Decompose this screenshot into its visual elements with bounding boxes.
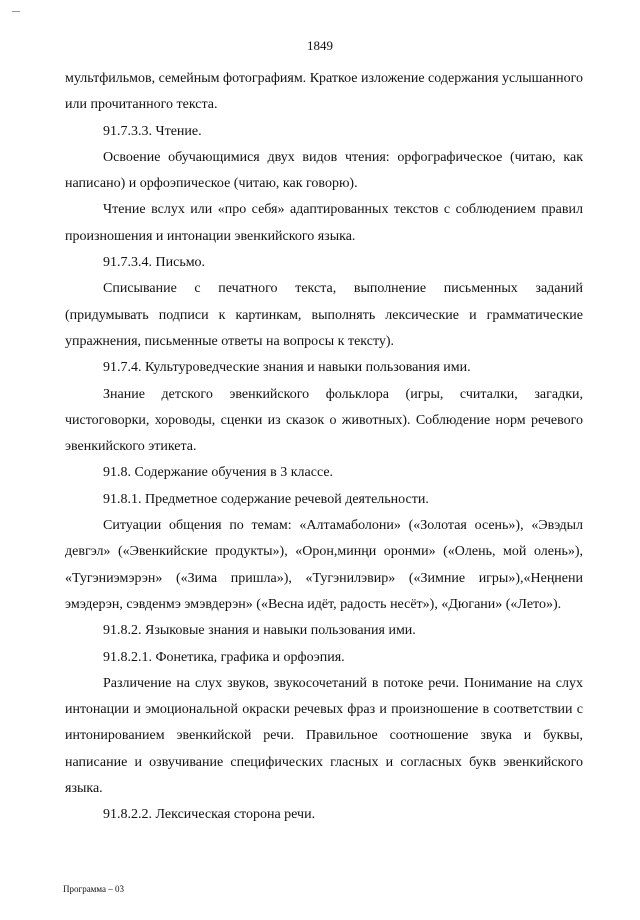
- page-number: 1849: [307, 38, 333, 53]
- paragraph: Ситуации общения по темам: «Алтамаболони» («Золотая осень»), «Эвэдыл девгэл» («Эвенкийские продукты»), «Орон,минңи оронми» («Олень, мой олень»), «Тугэниэмэрэн» («Зима пришла»), «Тугэнилэвир» («Зимние игры»),«Неңнени эмэдерэн, сэвденмэ эмэвдерэн» («Весна идёт, радость несёт»), «Дюгани» («Лето»).: [65, 518, 583, 612]
- paragraph: 91.7.4. Культуроведческие знания и навыки пользования ими.: [103, 360, 471, 376]
- document-body: [65, 66, 583, 829]
- paragraph: 91.8.2.1. Фонетика, графика и орфоэпия.: [103, 649, 345, 665]
- paragraph: Списывание с печатного текста, выполнение письменных заданий (придумывать подписи к картинкам, выполнять лексические и грамматические упражнения, письменные ответы на вопросы к тексту).: [65, 281, 583, 349]
- paragraph: 91.8.2. Языковые знания и навыки пользования ими.: [103, 623, 416, 639]
- paragraph: Чтение вслух или «про себя» адаптированных текстов с соблюдением правил произношения и интонации эвенкийского языка.: [65, 202, 583, 244]
- paragraph: 91.7.3.3. Чтение.: [103, 123, 202, 139]
- paragraph: 91.8.2.2. Лексическая сторона речи.: [103, 807, 316, 823]
- paragraph: 91.7.3.4. Письмо.: [103, 255, 206, 271]
- scan-mark: [12, 11, 20, 12]
- paragraph: 91.8.1. Предметное содержание речевой деятельности.: [103, 491, 429, 507]
- paragraph: мультфильмов, семейным фотографиям. Краткое изложение содержания услышанного или прочитанного текста.: [65, 71, 583, 113]
- paragraph: 91.8. Содержание обучения в 3 классе.: [103, 465, 334, 481]
- page-footer: Программа – 03: [63, 884, 125, 894]
- paragraph: Различение на слух звуков, звукосочетаний в потоке речи. Понимание на слух интонации и эмоциональной окраски речевых фраз и произношение в соответствии с интонированием эвенкийской речи. Правильное соотношение звука и буквы, написание и озвучивание специфических гласных и согласных букв эвенкийского языка.: [65, 675, 583, 797]
- paragraph: Освоение обучающимися двух видов чтения: орфографическое (читаю, как написано) и орфоэпическое (читаю, как говорю).: [65, 149, 583, 192]
- paragraph: Знание детского эвенкийского фольклора (игры, считалки, загадки, чистоговорки, хороводы, сценки из сказок о животных). Соблюдение норм речевого эвенкийского этикета.: [65, 386, 583, 455]
